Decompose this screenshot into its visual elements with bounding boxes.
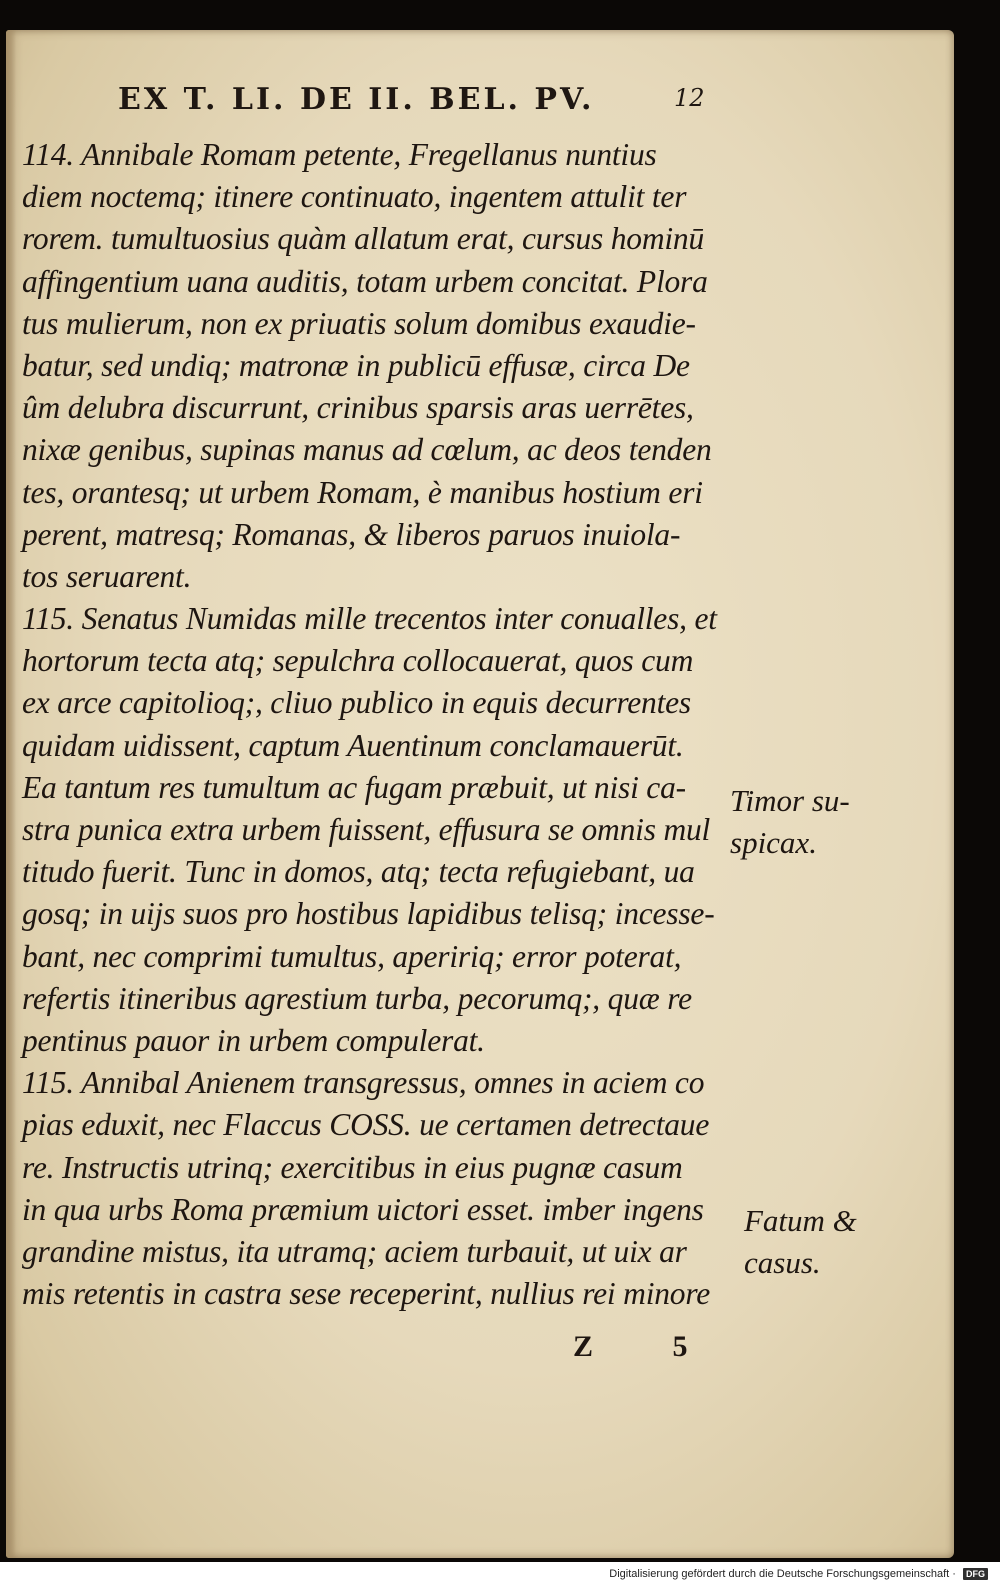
text-line: ûm delubra discurrunt, crinibus sparsis aras uerrētes, <box>22 390 694 426</box>
text-line: stra punica extra urbem fuissent, effusura se omnis mul <box>22 812 711 847</box>
text-line: ex arce capitolioq;, cliuo publico in equis decurrentes <box>22 685 691 721</box>
page-binding-edge <box>6 30 16 1558</box>
digitization-footer <box>0 1562 1000 1586</box>
dfg-logo: DFG <box>963 1568 988 1580</box>
text-line: perent, matresq; Romanas, & liberos paruos inuiola- <box>22 516 681 552</box>
text-line: 115. Annibal Anienem transgressus, omnes in aciem co <box>22 1065 705 1101</box>
text-line: diem noctemq; itinere continuato, ingentem attulit ter <box>22 179 687 215</box>
margin-note-timor <box>730 780 850 864</box>
text-line: 115. Senatus Numidas mille trecentos inter conualles, et <box>22 601 717 637</box>
margin-note-line: spicax. <box>730 825 817 860</box>
folio-number: 12 <box>674 84 705 112</box>
footer-credit: Digitalisierung gefördert durch die Deutsche Forschungsgemeinschaft · <box>609 1568 956 1581</box>
running-head: EX T. LI. DE II. BEL. PV. <box>118 82 595 117</box>
body-text <box>22 134 742 1315</box>
text-line: tes, orantesq; ut urbem Romam, è manibus hostium eri <box>22 474 703 510</box>
text-line: pentinus pauor in urbem compulerat. <box>22 1022 485 1058</box>
text-line: bant, nec comprimi tumultus, apeririq; error poterat, <box>22 938 682 974</box>
margin-note-line: Fatum & <box>744 1203 857 1238</box>
text-line: tos seruarent. <box>22 558 192 594</box>
text-line: grandine mistus, ita utramq; aciem turbauit, ut uix ar <box>22 1233 687 1269</box>
text-line: in qua urbs Roma præmium uictori esset. imber ingens <box>22 1191 704 1227</box>
text-line: gosq; in uijs suos pro hostibus lapidibus telisq; incesse- <box>22 896 715 932</box>
text-line: re. Instructis utrinq; exercitibus in eius pugnæ casum <box>22 1149 683 1185</box>
text-line: batur, sed undiq; matronæ in publicū effusæ, circa De <box>22 347 690 383</box>
text-line: Ea tantum res tumultum ac fugam præbuit, ut nisi ca- <box>22 769 686 805</box>
text-line: refertis itineribus agrestium turba, pecorumq;, quæ re <box>22 980 692 1016</box>
text-line: titudo fuerit. Tunc in domos, atq; tecta refugiebant, ua <box>22 854 695 890</box>
text-line: affingentium uana auditis, totam urbem concitat. Plora <box>22 263 708 299</box>
margin-note-line: casus. <box>744 1245 821 1280</box>
text-line: rorem. tumultuosius quàm allatum erat, cursus hominū <box>22 221 705 257</box>
text-line: quidam uidissent, captum Auentinum conclamauerūt. <box>22 727 684 763</box>
text-line: mis retentis in castra sese receperint, nullius rei minore <box>22 1276 711 1312</box>
signature-mark: Z 5 <box>573 1330 724 1363</box>
text-line: tus mulierum, non ex priuatis solum domibus exaudie- <box>22 305 696 341</box>
text-line: nixæ genibus, supinas manus ad cœlum, ac deos tenden <box>22 432 712 468</box>
margin-note-line: Timor su- <box>730 783 850 818</box>
text-line: pias eduxit, nec Flaccus COSS. ue certamen detrectaue <box>22 1107 710 1143</box>
text-line: 114. Annibale Romam petente, Fregellanus nuntius <box>22 137 657 172</box>
margin-note-fatum <box>744 1200 857 1284</box>
text-line: hortorum tecta atq; sepulchra collocauerat, quos cum <box>22 643 694 679</box>
